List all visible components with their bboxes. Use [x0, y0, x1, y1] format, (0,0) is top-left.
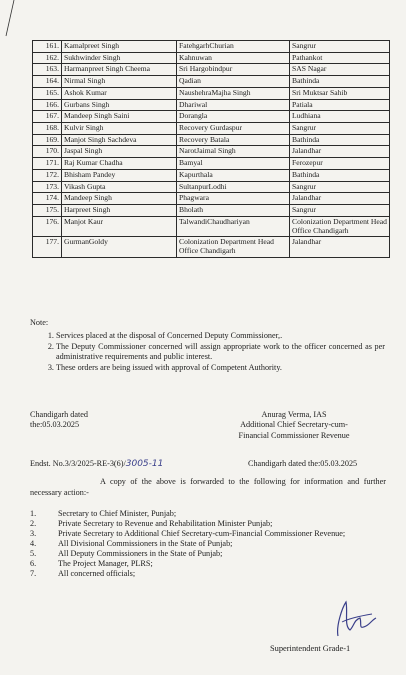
officer-name-cell: Manjot Singh Sachdeva [62, 134, 177, 146]
endorsement-date: Chandigarh dated the:05.03.2025 [248, 459, 358, 468]
serial-number-cell: 171. [33, 158, 62, 170]
table-row [33, 193, 390, 205]
officer-name-cell: Kulvir Singh [62, 123, 177, 135]
table-row [33, 111, 390, 123]
serial-number-cell: 167. [33, 111, 62, 123]
from-location-cell: Recovery Batala [177, 134, 290, 146]
to-location-cell: Sri Muktsar Sahib [290, 87, 390, 99]
from-location-cell: NaushehraMajha Singh [177, 87, 290, 99]
table-row [33, 205, 390, 217]
table-row [33, 237, 390, 257]
recipient-item [30, 539, 390, 549]
recipient-text: All Divisional Commissioners in the State of Punjab; [58, 539, 233, 548]
table-row [33, 181, 390, 193]
serial-number-cell: 161. [33, 41, 62, 53]
recipient-number: 5. [30, 549, 37, 558]
serial-number-cell: 172. [33, 169, 62, 181]
notes-list [30, 331, 385, 373]
table-row [33, 64, 390, 76]
recipient-number: 6. [30, 559, 37, 568]
officer-name-cell: Kamalpreet Singh [62, 41, 177, 53]
serial-number-cell: 170. [33, 146, 62, 158]
officer-name-cell: Sukhwinder Singh [62, 52, 177, 64]
note-item: 3. These orders are being issued with approval of Competent Authority. [56, 363, 385, 373]
table-row [33, 134, 390, 146]
to-location-cell: Bathinda [290, 76, 390, 88]
officer-name-cell: Manjot Kaur [62, 216, 177, 236]
serial-number-cell: 174. [33, 193, 62, 205]
to-location-cell: Jalandhar [290, 193, 390, 205]
to-location-cell: Sangrur [290, 123, 390, 135]
dated-block [30, 410, 88, 431]
to-location-cell: SAS Nagar [290, 64, 390, 76]
officer-name-cell: Jaspal Singh [62, 146, 177, 158]
serial-number-cell: 176. [33, 216, 62, 236]
signature-mark [332, 596, 378, 646]
serial-number-cell: 163. [33, 64, 62, 76]
endorsement-line [30, 459, 390, 469]
serial-number-cell: 166. [33, 99, 62, 111]
from-location-cell: Qadian [177, 76, 290, 88]
from-location-cell: SultanpurLodhi [177, 181, 290, 193]
recipient-item [30, 559, 390, 569]
recipient-number: 1. [30, 509, 37, 518]
to-location-cell: Bathinda [290, 134, 390, 146]
recipient-item [30, 519, 390, 529]
recipient-list [30, 509, 390, 579]
officer-name-cell: Bhisham Pandey [62, 169, 177, 181]
officer-name-cell: Harpreet Singh [62, 205, 177, 217]
note-item: 2. The Deputy Commissioner concerned will assign appropriate work to the officer concerned as per administrative requirements and public interest. [56, 342, 385, 362]
recipient-number: 3. [30, 529, 37, 538]
from-location-cell: Bholath [177, 205, 290, 217]
table-row [33, 158, 390, 170]
recipient-text: All concerned officials; [58, 569, 136, 578]
recipient-number: 4. [30, 539, 37, 548]
table-row [33, 216, 390, 236]
superintendent-title: Superintendent Grade-1 [270, 644, 351, 653]
endorsement-number: Endst. No.3/3/2025-RE-3(6)/ [30, 459, 126, 468]
serial-number-cell: 175. [33, 205, 62, 217]
table-row [33, 123, 390, 135]
to-location-cell: Jalandhar [290, 146, 390, 158]
from-location-cell: Colonization Department Head Office Chandigarh [177, 237, 290, 257]
from-location-cell: FatehgarhChurian [177, 41, 290, 53]
dated-date: the:05.03.2025 [30, 420, 80, 430]
serial-number-cell: 177. [33, 237, 62, 257]
table-row [33, 169, 390, 181]
officer-name-cell: Harmanpreet Singh Cheema [62, 64, 177, 76]
to-location-cell: Sangrur [290, 181, 390, 193]
serial-number-cell: 173. [33, 181, 62, 193]
to-location-cell: Colonization Department Head Office Chandigarh [290, 216, 390, 236]
from-location-cell: NarotJaimal Singh [177, 146, 290, 158]
recipient-text: All Deputy Commissioners in the State of Punjab; [58, 549, 223, 558]
signatory-designation: Financial Commissioner Revenue [238, 430, 350, 440]
posting-table-body [33, 41, 390, 258]
table-row [33, 146, 390, 158]
recipient-text: Private Secretary to Revenue and Rehabilitation Minister Punjab; [58, 519, 273, 528]
officer-name-cell: Gurbans Singh [62, 99, 177, 111]
from-location-cell: TalwandiChaudhariyan [177, 216, 290, 236]
to-location-cell: Sangrur [290, 205, 390, 217]
signatory-designation: Additional Chief Secretary-cum- [240, 420, 348, 430]
serial-number-cell: 168. [33, 123, 62, 135]
recipient-text: Secretary to Chief Minister, Punjab; [58, 509, 177, 518]
from-location-cell: Kapurthala [177, 169, 290, 181]
from-location-cell: Dorangla [177, 111, 290, 123]
officer-name-cell: Mandeep Singh Saini [62, 111, 177, 123]
signatory-name: Anurag Verma, IAS [261, 410, 327, 419]
signatory-block [214, 410, 374, 441]
serial-number-cell: 164. [33, 76, 62, 88]
to-location-cell: Sangrur [290, 41, 390, 53]
handwritten-dispatch-number: 3005-11 [125, 459, 164, 469]
to-location-cell: Ludhiana [290, 111, 390, 123]
serial-number-cell: 165. [33, 87, 62, 99]
officer-name-cell: Ashok Kumar [62, 87, 177, 99]
recipient-number: 7. [30, 569, 37, 578]
posting-table [32, 40, 390, 258]
to-location-cell: Ferozepur [290, 158, 390, 170]
notes-section [30, 318, 385, 374]
table-row [33, 99, 390, 111]
recipient-item [30, 529, 390, 539]
officer-name-cell: Vikash Gupta [62, 181, 177, 193]
recipient-item [30, 509, 390, 519]
from-location-cell: Phagwara [177, 193, 290, 205]
from-location-cell: Sri Hargobindpur [177, 64, 290, 76]
serial-number-cell: 169. [33, 134, 62, 146]
officer-name-cell: Nirmal Singh [62, 76, 177, 88]
recipient-text: The Project Manager, PLRS; [58, 559, 153, 568]
to-location-cell: Bathinda [290, 169, 390, 181]
to-location-cell: Pathankot [290, 52, 390, 64]
serial-number-cell: 162. [33, 52, 62, 64]
page-corner-mark [0, 0, 20, 40]
note-item: 1. Services placed at the disposal of Concerned Deputy Commissioner,. [56, 331, 385, 341]
notes-title: Note: [30, 318, 49, 327]
table-row [33, 41, 390, 53]
recipient-text: Private Secretary to Additional Chief Secretary-cum-Financial Commissioner Revenue; [58, 529, 346, 538]
recipient-item [30, 549, 390, 559]
from-location-cell: Kahnuwan [177, 52, 290, 64]
officer-name-cell: Raj Kumar Chadha [62, 158, 177, 170]
table-row [33, 87, 390, 99]
to-location-cell: Patiala [290, 99, 390, 111]
copy-forward-text: A copy of the above is forwarded to the following for information and further necessary action:- [30, 477, 386, 497]
from-location-cell: Dhariwal [177, 99, 290, 111]
table-row [33, 76, 390, 88]
from-location-cell: Bamyal [177, 158, 290, 170]
officer-name-cell: GurmanGoldy [62, 237, 177, 257]
recipient-item [30, 569, 390, 579]
dated-line: Chandigarh dated [30, 410, 88, 419]
to-location-cell: Jalandhar [290, 237, 390, 257]
recipient-number: 2. [30, 519, 37, 528]
from-location-cell: Recovery Gurdaspur [177, 123, 290, 135]
table-row [33, 52, 390, 64]
officer-name-cell: Mandeep Singh [62, 193, 177, 205]
